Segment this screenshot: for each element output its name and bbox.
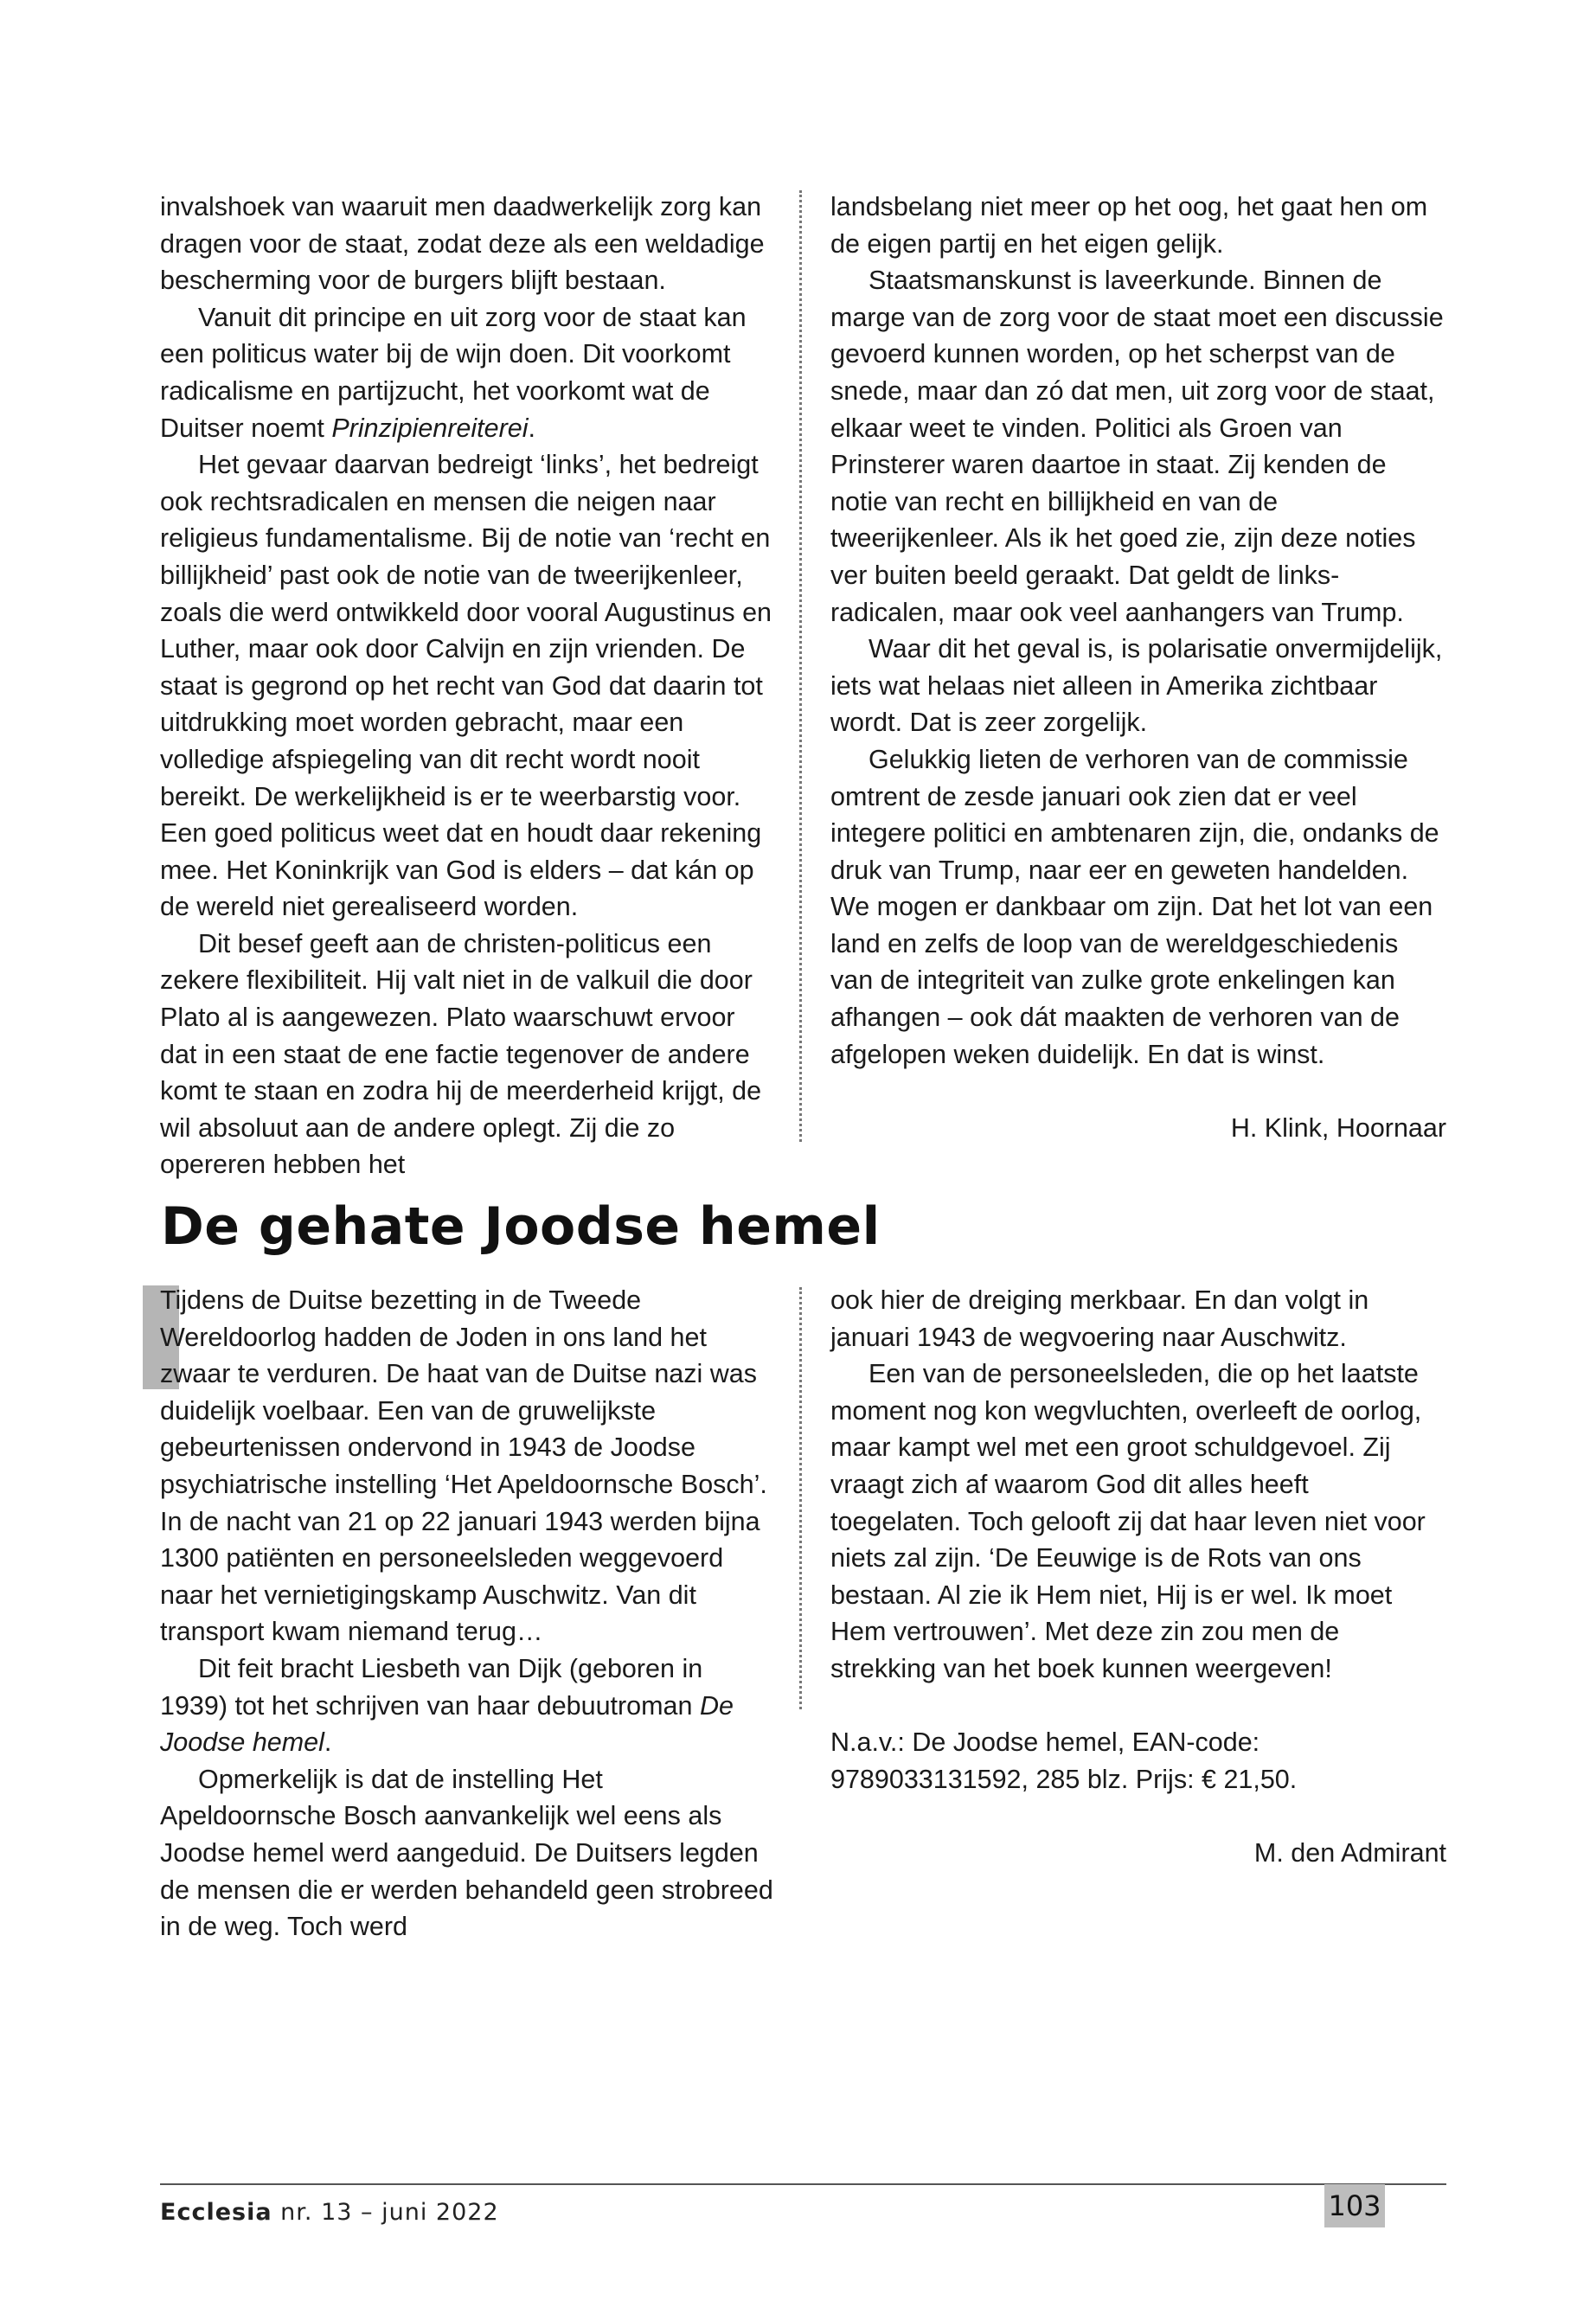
paragraph: Vanuit dit principe en uit zorg voor de staat kan een politicus water bij de wijn doen. Dit voorkomt radicalisme en partijzucht, het voorkomt wat de Duitser noemt Prinzipienreiterei. [160,302,747,443]
paragraph: Dit besef geeft aan de christen-politicus een zekere flexibiliteit. Hij valt niet in de valkuil die door Plato al is aangewezen. Plato waarschuwt ervoor dat in een staat de ene factie tegenover de andere komt te staan en zodra hij de meerderheid krijgt, de wil absoluut aan de andere oplegt. Zij die zo opereren hebben het [160,928,762,1180]
magazine-name: Ecclesia [160,2199,272,2226]
paragraph: Staatsmanskunst is laveerkunde. Binnen de marge van de zorg voor de staat moet een discussie gevoerd kunnen worden, op het scherpst van de snede, maar dan zó dat men, uit zorg voor de staat, elkaar weet te vinden. Politici als Groen van Prinsterer waren daartoe in staat. Zij kenden de notie van recht en billijkheid en van de tweerijkenleer. Als ik het goed zie, zijn deze noties ver buiten beeld geraakt. Dat geldt de links-radicalen, maar ook veel aanhangers van Trump. [830,266,1444,627]
paragraph: Een van de personeelsleden, die op het laatste moment nog kon wegvluchten, overleeft de oorlog, maar kampt wel met een groot schuldgevoel. Zij vraagt zich af waarom God dit alles heeft toegelaten. Toch gelooft zij dat haar leven niet voor niets zal zijn. ‘De Eeuwige is de Rots van ons bestaan. Al zie ik Hem niet, Hij is er wel. Ik moet Hem vertrouwen’. Met deze zin zou men de strekking van het boek kunnen weergeven! [830,1359,1426,1683]
footer-rule [160,2183,1446,2185]
book-reference: N.a.v.: De Joodse hemel, EAN-code: 9789033131592, 285 blz. Prijs: € 21,50. [830,1727,1298,1794]
paragraph: ook hier de dreiging merkbaar. En dan volgt in januari 1943 de wegvoering naar Auschwitz. [830,1285,1369,1352]
article2-left-column [160,1282,774,1945]
paragraph: Waar dit het geval is, is polarisatie onvermijdelijk, iets wat helaas niet alleen in Amerika zichtbaar wordt. Dat is zeer zorgelijk. [830,634,1443,738]
footer [160,2199,499,2226]
page-number: 103 [1324,2184,1385,2227]
paragraph: invalshoek van waaruit men daadwerkelijk zorg kan dragen voor de staat, zodat deze als een weldadige bescherming voor de burgers blijft bestaan. [160,192,765,296]
article2-right-column [830,1282,1446,1872]
paragraph: landsbelang niet meer op het oog, het gaat hen om de eigen partij en het eigen gelijk. [830,192,1428,259]
column-divider [799,1287,802,1709]
paragraph: Het gevaar daarvan bedreigt ‘links’, het bedreigt ook rechtsradicalen en mensen die neigen naar religieus fundamentalisme. Bij de notie van ‘recht en billijkheid’ past ook de notie van de tweerijkenleer, zoals die werd ontwikkeld door vooral Augustinus en Luther, maar ook door Calvijn en zijn vrienden. De staat is gegrond op het recht van God dat daarin tot uitdrukking moet worden gebracht, maar een volledige afspiegeling van dit recht wordt nooit bereikt. De werkelijkheid is er te weerbarstig voor. Een goed politicus weet dat en houdt daar rekening mee. Het Koninkrijk van God is elders – dat kán op de wereld niet gerealiseerd worden. [160,450,772,922]
article-title: De gehate Joodse hemel [161,1196,881,1257]
article1-left-column [160,189,774,1183]
paragraph: Opmerkelijk is dat de instelling Het Apeldoornsche Bosch aanvankelijk wel eens als Joodse hemel werd aangeduid. De Duitsers legden de mensen die er werden behandeld geen strobreed in de weg. Toch werd [160,1764,773,1942]
issue-info: nr. 13 – juni 2022 [280,2199,499,2226]
column-divider [799,190,802,1142]
paragraph: Gelukkig lieten de verhoren van de commissie omtrent de zesde januari ook zien dat er veel integere politici en ambtenaren zijn, die, ondanks de druk van Trump, naar eer en geweten handelden. We mogen er dankbaar om zijn. Dat het lot van een land en zelfs de loop van de wereldgeschiedenis van de integriteit van zulke grote enkelingen kan afhangen – ook dát maakten de verhoren van de afgelopen weken duidelijk. En dat is winst. [830,744,1439,1069]
book-title: De Joodse hemel [160,1690,734,1758]
article1-right-column [830,189,1446,1146]
italic-term: Prinzipienreiterei [331,413,529,443]
paragraph: Dit feit bracht Liesbeth van Dijk (geboren in 1939) tot het schrijven van haar debuutroman De Joodse hemel. [160,1653,734,1758]
paragraph: Tijdens de Duitse bezetting in de Tweede Wereldoorlog hadden de Joden in ons land het zwaar te verduren. De haat van de Duitse nazi was duidelijk voelbaar. Een van de gruwelijkste gebeurtenissen ondervond in 1943 de Joodse psychiatrische instelling ‘Het Apeldoornsche Bosch’. In de nacht van 21 op 22 januari 1943 werden bijna 1300 patiënten en personeelsleden weggevoerd naar het vernietigingskamp Auschwitz. Van dit transport kwam niemand terug… [160,1285,767,1647]
author-signature: M. den Admirant [1253,1837,1446,1868]
author-signature: H. Klink, Hoornaar [1230,1112,1446,1143]
